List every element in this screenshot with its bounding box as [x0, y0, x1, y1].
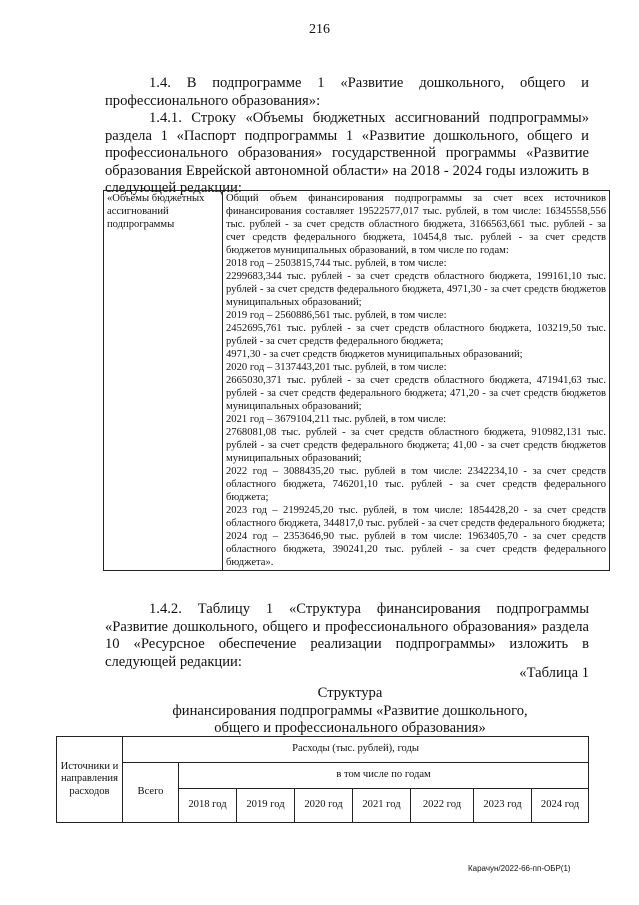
passport-line: 2024 год – 2353646,90 тыс. рублей в том числе: 1963405,70 - за счет средств областного бюджета, 390241,20 тыс. рублей - за счет средств федерального бюджета». [226, 531, 606, 568]
year-header: 2023 год [474, 789, 532, 823]
passport-line: 2299683,344 тыс. рублей - за счет средств областного бюджета, 199161,10 тыс. рублей - за счет средств федерального бюджета, 4971,30 - за счет средств бюджетов муниципальных образований; [226, 271, 606, 308]
sources-header: Источники и направления расходов [57, 737, 123, 823]
passport-line: 2023 год – 2199245,20 тыс. рублей, в том числе: 1854428,20 - за счет средств областного бюджета, 344817,0 тыс. рублей - за счет средств федерального бюджета; [226, 505, 606, 529]
passport-line: Общий объем финансирования подпрограммы за счет всех источников финансирования составляет 19522577,017 тыс. рублей, в том числе: 16345558,556 тыс. рублей - за счет средств областного бюджета, 3166563,661 тыс. рублей - за счет средств федерального бюджета, 10454,8 тыс. рублей - за счет средств бюджетов муниципальных образований, в том числе по годам: [226, 193, 606, 256]
passport-line: 2665030,371 тыс. рублей - за счет средств областного бюджета, 471941,63 тыс. рублей - за счет средств федерального бюджета; 471,20 - за счет средств бюджетов муниципальных образований; [226, 375, 606, 412]
passport-line: 2021 год – 3679104,211 тыс. рублей, в том числе: [226, 414, 447, 425]
passport-line: 2020 год – 3137443,201 тыс. рублей, в том числе: [226, 362, 447, 373]
paragraph-1-4-1: 1.4.1. Строку «Объемы бюджетных ассигнований подпрограммы» раздела 1 «Паспорт подпрограммы 1 «Развитие дошкольного, общего и профессионального образования» государственной программы «Развитие образования Еврейской автономной области» на 2018 - 2024 годы изложить в следующей редакции: [105, 110, 589, 196]
passport-line: 2452695,761 тыс. рублей - за счет средств областного бюджета, 103219,50 тыс. рублей - за счет средств федерального бюджета; [226, 323, 606, 347]
structure-title-line: финансирования подпрограммы «Развитие дошкольного, [172, 702, 528, 719]
passport-table [103, 190, 610, 571]
paragraph-1-4: 1.4. В подпрограмме 1 «Развитие дошкольного, общего и профессионального образования»: [105, 75, 589, 109]
expenses-header: Расходы (тыс. рублей), годы [123, 737, 589, 763]
paragraph-1-4-2: 1.4.2. Таблицу 1 «Структура финансирования подпрограммы «Развитие дошкольного, общего и профессионального образования» раздела 10 «Ресурсное обеспечение реализации подпрограммы» изложить в следующей редакции: [105, 601, 589, 670]
by-years-header: в том числе по годам [179, 763, 589, 789]
table-label: «Таблица 1 [519, 665, 589, 681]
total-header: Всего [123, 763, 179, 823]
structure-title-line: Структура [317, 685, 383, 701]
year-header: 2022 год [411, 789, 474, 823]
year-header: 2018 год [179, 789, 237, 823]
passport-label: «Объемы бюджетных ассигнований подпрограммы [104, 191, 223, 571]
structure-title [0, 685, 639, 738]
passport-line: 4971,30 - за счет средств бюджетов муниципальных образований; [226, 349, 523, 360]
passport-line: 2019 год – 2560886,561 тыс. рублей, в том числе: [226, 310, 447, 321]
passport-line: 2022 год – 3088435,20 тыс. рублей в том числе: 2342234,10 - за счет средств областного бюджета, 746201,10 тыс. рублей - за счет средств федерального бюджета; [226, 466, 606, 503]
passport-content [223, 191, 610, 571]
passport-line: 2018 год – 2503815,744 тыс. рублей, в том числе: [226, 258, 447, 269]
financing-table [56, 736, 589, 823]
year-header: 2021 год [353, 789, 411, 823]
structure-title-line: общего и профессионального образования» [214, 720, 486, 736]
document-footer: Карачун/2022-66-пп-ОБР(1) [468, 864, 571, 873]
passport-line: 2768081,08 тыс. рублей - за счет средств областного бюджета, 910982,131 тыс. рублей - за счет средств федерального бюджета; 41,00 - за счет средств бюджетов муниципальных образований; [226, 427, 606, 464]
year-header: 2024 год [532, 789, 589, 823]
page-number: 216 [309, 22, 330, 37]
year-header: 2019 год [237, 789, 295, 823]
year-header: 2020 год [295, 789, 353, 823]
